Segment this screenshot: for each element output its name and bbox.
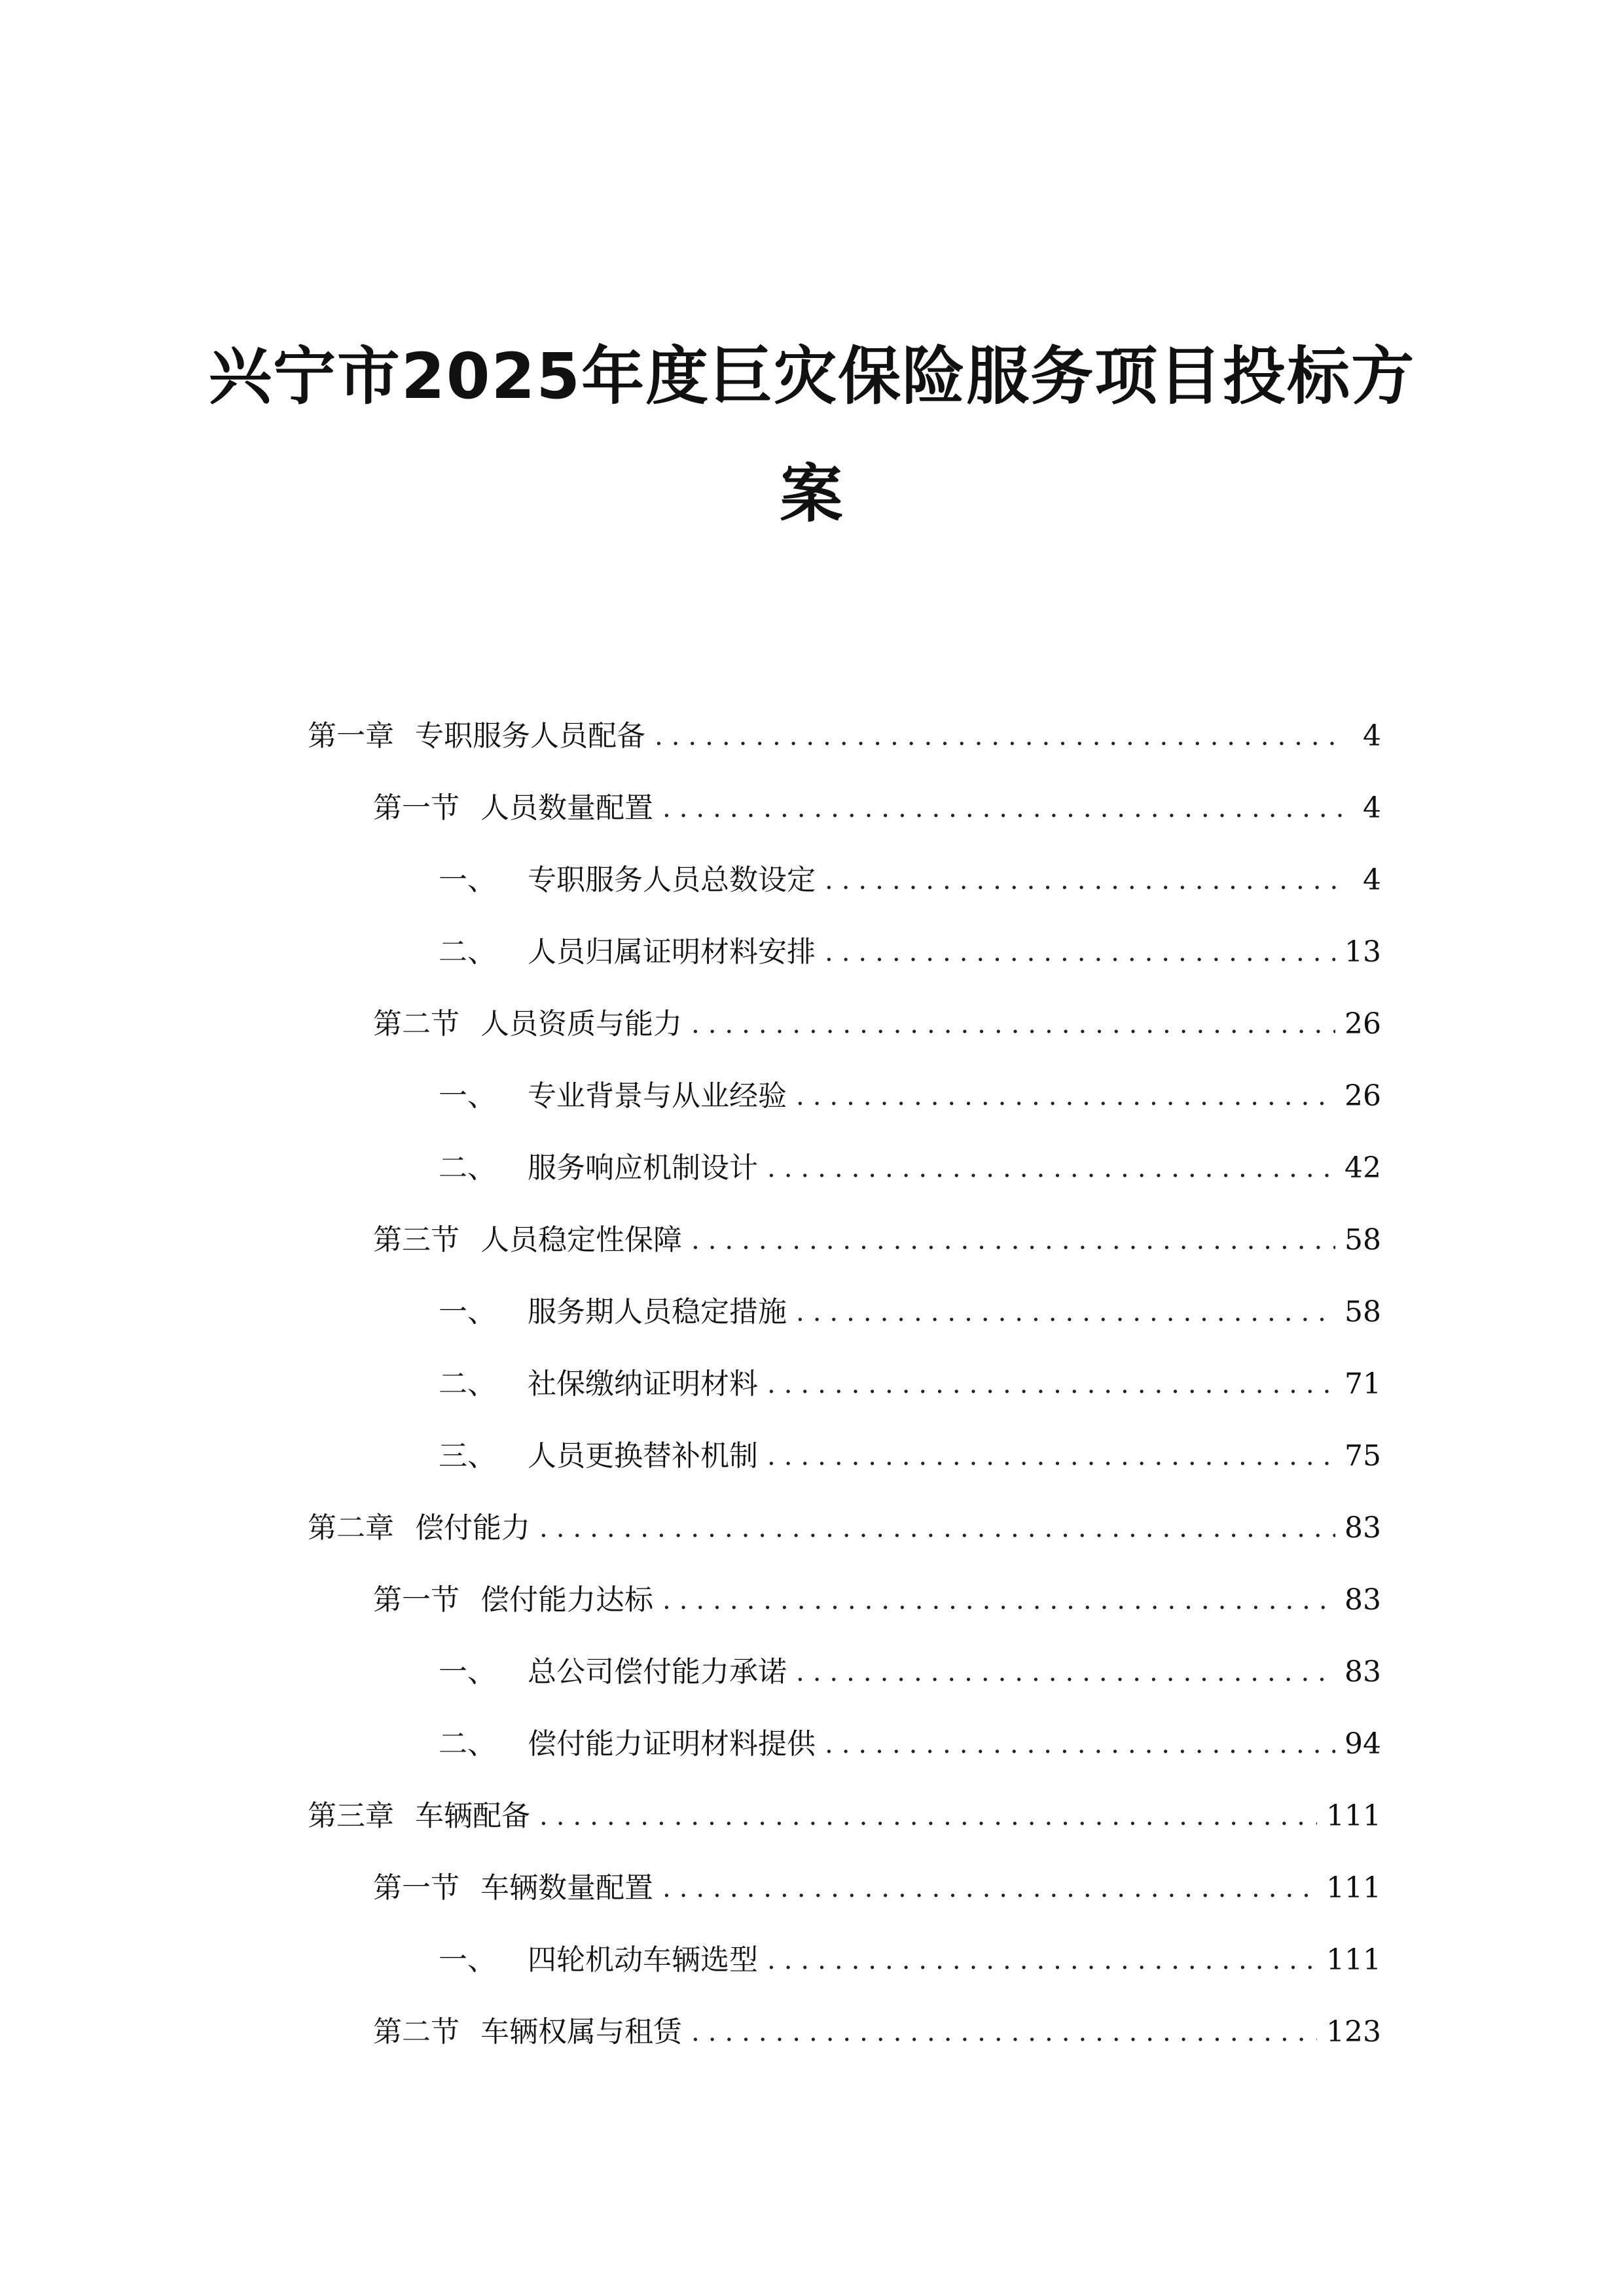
toc-entry-title: 专职服务人员总数设定 xyxy=(528,863,816,897)
toc-page-number: 111 xyxy=(1326,1799,1381,1833)
toc-dot-leader xyxy=(767,1438,1335,1475)
toc-entry-section[interactable] xyxy=(308,988,1381,1060)
toc-page-number: 4 xyxy=(1363,719,1381,753)
toc-entry-subsection[interactable] xyxy=(308,1420,1381,1492)
toc-dot-leader xyxy=(825,934,1335,971)
toc-entry-title: 人员更换替补机制 xyxy=(528,1439,758,1473)
toc-entry-number: 第二节 xyxy=(373,2015,460,2049)
toc-entry-number: 一、 xyxy=(439,1079,496,1113)
toc-dot-leader xyxy=(796,1078,1335,1115)
toc-page-number: 4 xyxy=(1363,863,1381,897)
toc-dot-leader xyxy=(662,1870,1317,1907)
toc-dot-leader xyxy=(767,1366,1335,1403)
document-title-line-1: 兴宁市2025年度巨灾保险服务项目投标方 xyxy=(208,340,1416,413)
toc-page-number: 111 xyxy=(1326,1943,1381,1977)
toc-page-number: 83 xyxy=(1344,1655,1381,1689)
toc-page-number: 75 xyxy=(1344,1439,1381,1473)
toc-entry-section[interactable] xyxy=(308,1852,1381,1924)
toc-page-number: 42 xyxy=(1344,1151,1381,1185)
toc-entry-section[interactable] xyxy=(308,1996,1381,2068)
toc-entry-title: 偿付能力 xyxy=(415,1511,530,1545)
toc-entry-number: 第二节 xyxy=(373,1007,460,1041)
toc-dot-leader xyxy=(825,1726,1335,1763)
toc-entry-chapter[interactable] xyxy=(308,1780,1381,1852)
toc-entry-number: 一、 xyxy=(439,1943,496,1977)
toc-entry-subsection[interactable] xyxy=(308,1348,1381,1420)
toc-entry-title: 四轮机动车辆选型 xyxy=(528,1943,758,1977)
toc-page-number: 26 xyxy=(1344,1079,1381,1113)
toc-dot-leader xyxy=(825,862,1346,899)
toc-entry-number: 二、 xyxy=(439,1727,496,1761)
toc-entry-chapter[interactable] xyxy=(308,700,1381,772)
toc-dot-leader xyxy=(796,1294,1335,1331)
toc-page-number: 58 xyxy=(1344,1223,1381,1257)
toc-entry-subsection[interactable] xyxy=(308,916,1381,988)
toc-entry-title: 人员归属证明材料安排 xyxy=(528,935,816,969)
toc-dot-leader xyxy=(767,1942,1317,1979)
toc-entry-subsection[interactable] xyxy=(308,844,1381,916)
table-of-contents xyxy=(308,700,1381,2068)
toc-entry-number: 第二章 xyxy=(308,1511,394,1545)
toc-entry-number: 一、 xyxy=(439,1295,496,1329)
toc-entry-subsection[interactable] xyxy=(308,1708,1381,1780)
toc-entry-section[interactable] xyxy=(308,1564,1381,1636)
toc-entry-number: 第一章 xyxy=(308,719,394,753)
toc-page-number: 13 xyxy=(1344,935,1381,969)
toc-page-number: 83 xyxy=(1344,1511,1381,1545)
toc-entry-subsection[interactable] xyxy=(308,1132,1381,1204)
toc-entry-title: 专职服务人员配备 xyxy=(415,719,645,753)
toc-entry-number: 一、 xyxy=(439,863,496,897)
toc-entry-title: 车辆权属与租赁 xyxy=(480,2015,682,2049)
toc-entry-title: 专业背景与从业经验 xyxy=(528,1079,787,1113)
toc-entry-title: 总公司偿付能力承诺 xyxy=(528,1655,787,1689)
toc-dot-leader xyxy=(539,1510,1335,1547)
toc-dot-leader xyxy=(767,1150,1335,1187)
toc-entry-number: 三、 xyxy=(439,1439,496,1473)
toc-page-number: 94 xyxy=(1344,1727,1381,1761)
toc-entry-number: 第三章 xyxy=(308,1799,394,1833)
toc-entry-title: 偿付能力达标 xyxy=(480,1583,653,1617)
toc-entry-number: 第一节 xyxy=(373,1871,460,1905)
toc-dot-leader xyxy=(796,1654,1335,1691)
toc-entry-title: 服务期人员稳定措施 xyxy=(528,1295,787,1329)
toc-page-number: 26 xyxy=(1344,1007,1381,1041)
toc-entry-number: 二、 xyxy=(439,1367,496,1401)
toc-entry-number: 二、 xyxy=(439,935,496,969)
toc-entry-number: 第三节 xyxy=(373,1223,460,1257)
toc-entry-title: 服务响应机制设计 xyxy=(528,1151,758,1185)
toc-entry-number: 一、 xyxy=(439,1655,496,1689)
toc-dot-leader xyxy=(691,1222,1335,1259)
toc-entry-title: 偿付能力证明材料提供 xyxy=(528,1727,816,1761)
toc-page-number: 4 xyxy=(1363,791,1381,825)
toc-entry-title: 社保缴纳证明材料 xyxy=(528,1367,758,1401)
toc-entry-title: 人员稳定性保障 xyxy=(480,1223,682,1257)
toc-dot-leader xyxy=(662,1582,1335,1619)
toc-entry-subsection[interactable] xyxy=(308,1636,1381,1708)
toc-entry-number: 第一节 xyxy=(373,1583,460,1617)
toc-entry-chapter[interactable] xyxy=(308,1492,1381,1564)
toc-dot-leader xyxy=(691,2014,1317,2051)
toc-entry-number: 二、 xyxy=(439,1151,496,1185)
toc-entry-title: 人员资质与能力 xyxy=(480,1007,682,1041)
toc-dot-leader xyxy=(662,790,1346,827)
document-title-line-2: 案 xyxy=(780,457,844,531)
toc-page-number: 71 xyxy=(1344,1367,1381,1401)
toc-entry-title: 人员数量配置 xyxy=(480,791,653,825)
toc-entry-title: 车辆数量配置 xyxy=(480,1871,653,1905)
toc-entry-number: 第一节 xyxy=(373,791,460,825)
toc-page-number: 111 xyxy=(1326,1871,1381,1905)
toc-page-number: 123 xyxy=(1326,2015,1381,2049)
toc-entry-title: 车辆配备 xyxy=(415,1799,530,1833)
toc-page-number: 83 xyxy=(1344,1583,1381,1617)
toc-page-number: 58 xyxy=(1344,1295,1381,1329)
toc-dot-leader xyxy=(539,1798,1317,1835)
toc-dot-leader xyxy=(691,1006,1335,1043)
toc-dot-leader xyxy=(655,718,1346,755)
toc-entry-subsection[interactable] xyxy=(308,1276,1381,1348)
toc-entry-subsection[interactable] xyxy=(308,1924,1381,1996)
toc-entry-section[interactable] xyxy=(308,1204,1381,1276)
toc-entry-section[interactable] xyxy=(308,772,1381,844)
toc-entry-subsection[interactable] xyxy=(308,1060,1381,1132)
